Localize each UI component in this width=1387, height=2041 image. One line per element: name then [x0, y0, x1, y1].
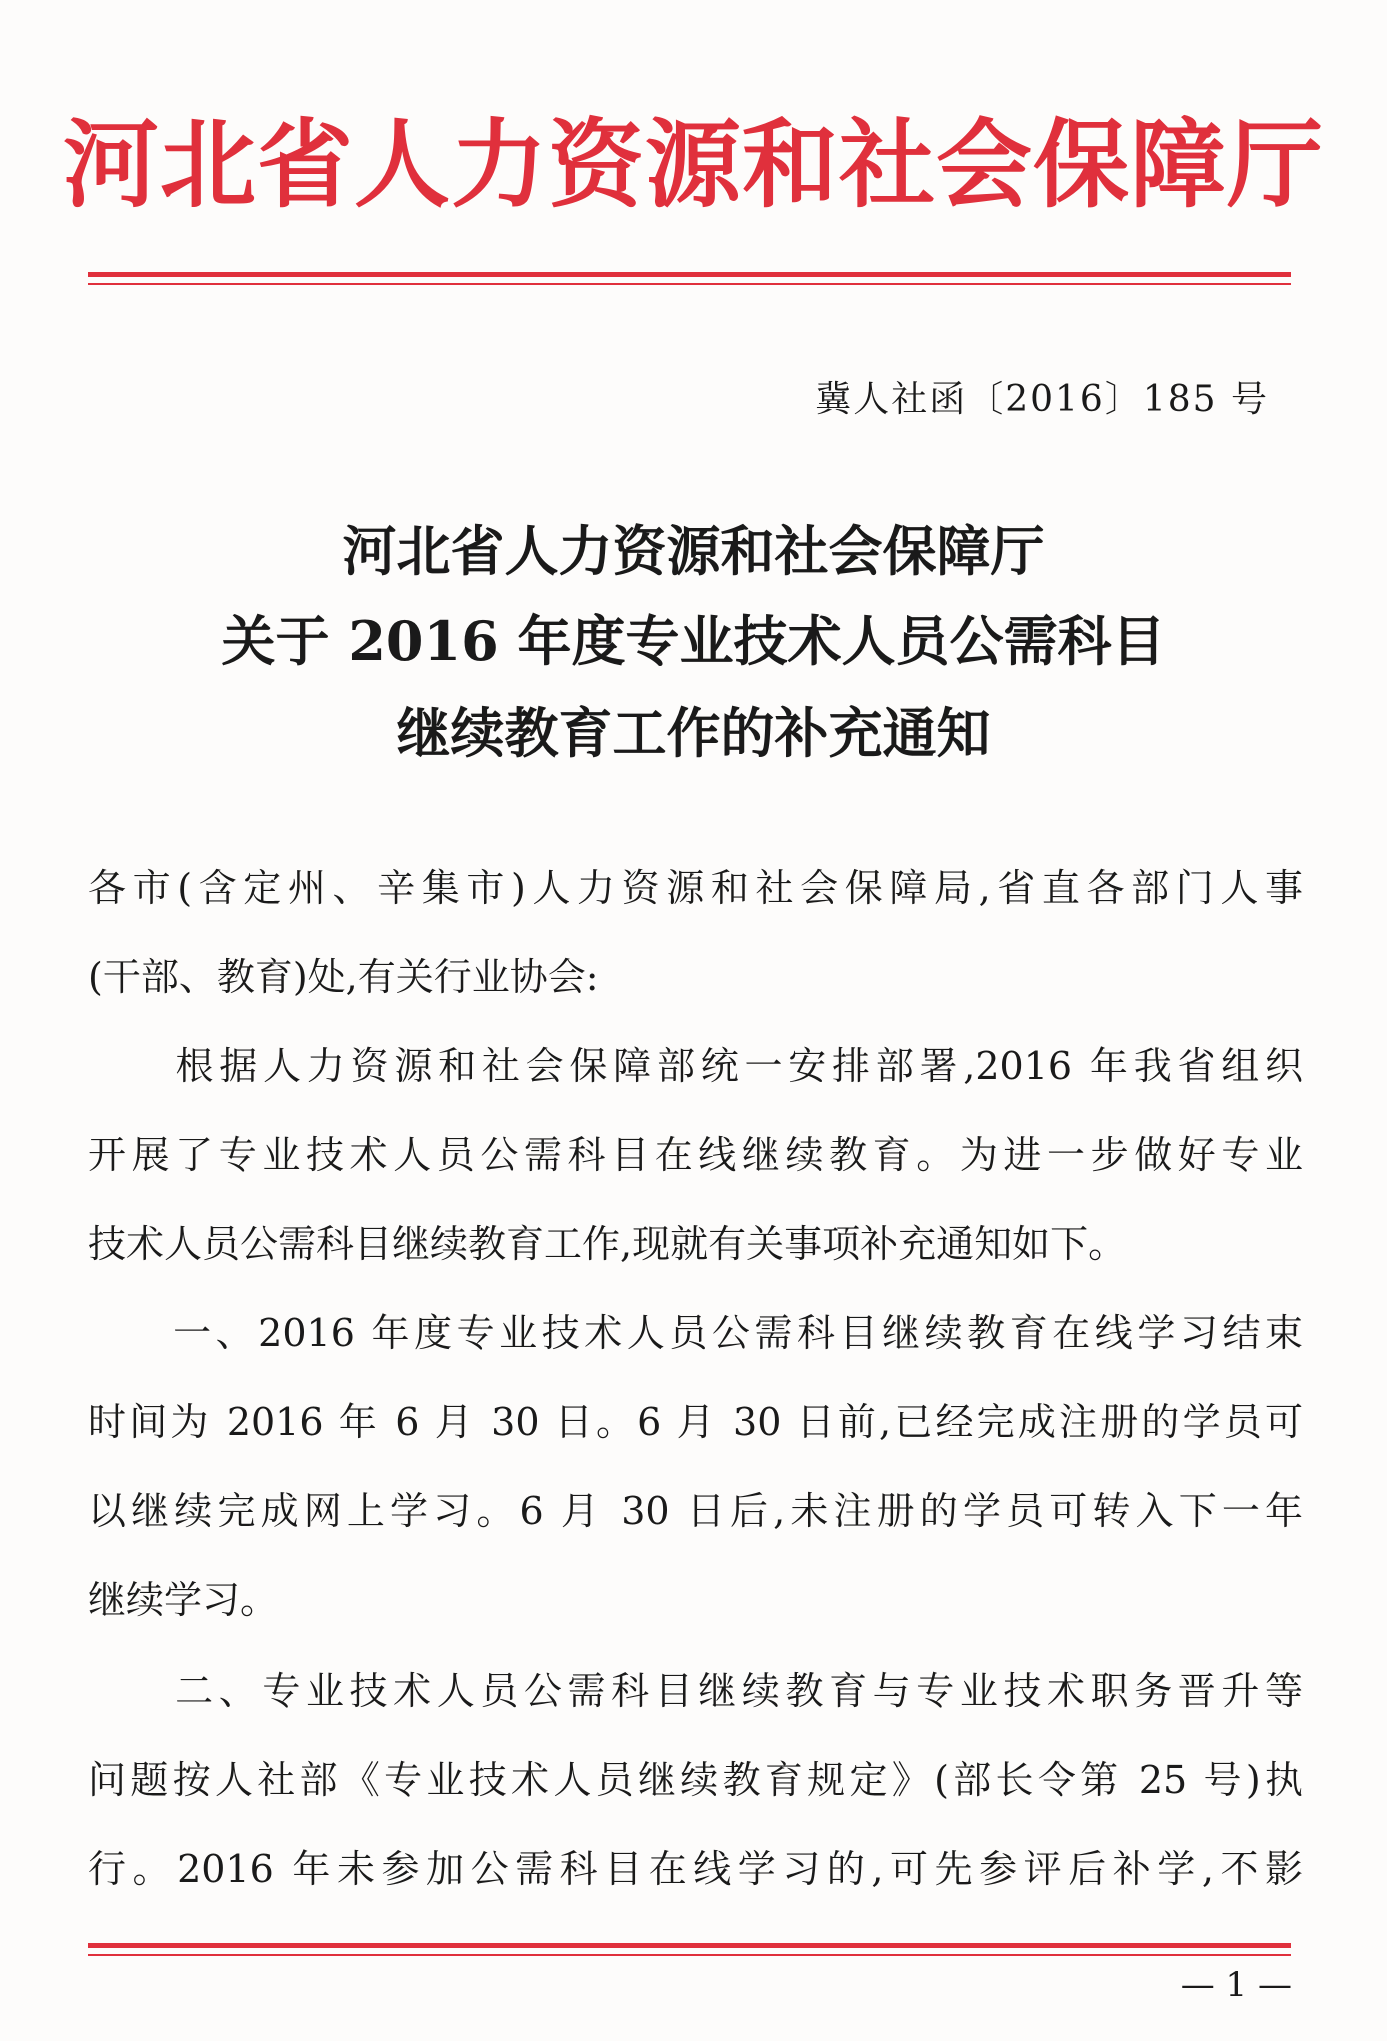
- red-rule-bottom-thin: [88, 1954, 1291, 1956]
- title-line-3: 继续教育工作的补充通知: [396, 701, 991, 765]
- title-line-2: 关于 2016 年度专业技术人员公需科目: [221, 609, 1166, 673]
- document-number: 冀人社函〔2016〕185 号: [815, 379, 1269, 420]
- body-line: 以继续完成网上学习。6 月 30 日后,未注册的学员可转入下一年: [88, 1489, 1303, 1533]
- body-line: 时间为 2016 年 6 月 30 日。6 月 30 日前,已经完成注册的学员可: [88, 1400, 1303, 1444]
- body-line: 根据人力资源和社会保障部统一安排部署,2016 年我省组织: [88, 1044, 1303, 1088]
- body-line: 技术人员公需科目继续教育工作,现就有关事项补充通知如下。: [88, 1222, 1127, 1266]
- body-line: 开展了专业技术人员公需科目在线继续教育。为进一步做好专业: [88, 1133, 1303, 1177]
- red-rule-bottom-thick: [88, 1943, 1291, 1948]
- body-line: 继续学习。: [88, 1578, 279, 1622]
- body-line: 二、专业技术人员公需科目继续教育与专业技术职务晋升等: [88, 1669, 1303, 1713]
- red-header-title: 河北省人力资源和社会保障厅: [63, 108, 1324, 221]
- body-line: 一、2016 年度专业技术人员公需科目继续教育在线学习结束: [88, 1311, 1303, 1355]
- title-line-1: 河北省人力资源和社会保障厅: [342, 519, 1045, 583]
- red-rule-top-thin: [88, 283, 1291, 285]
- red-rule-top-thick: [88, 272, 1291, 277]
- body-line: 各市(含定州、辛集市)人力资源和社会保障局,省直各部门人事: [88, 866, 1303, 910]
- body-line: 行。2016 年未参加公需科目在线学习的,可先参评后补学,不影: [88, 1847, 1303, 1891]
- body-line: (干部、教育)处,有关行业协会:: [88, 955, 599, 999]
- body-line: 问题按人社部《专业技术人员继续教育规定》(部长令第 25 号)执: [88, 1758, 1303, 1802]
- page-number: — 1 —: [1180, 1965, 1292, 2005]
